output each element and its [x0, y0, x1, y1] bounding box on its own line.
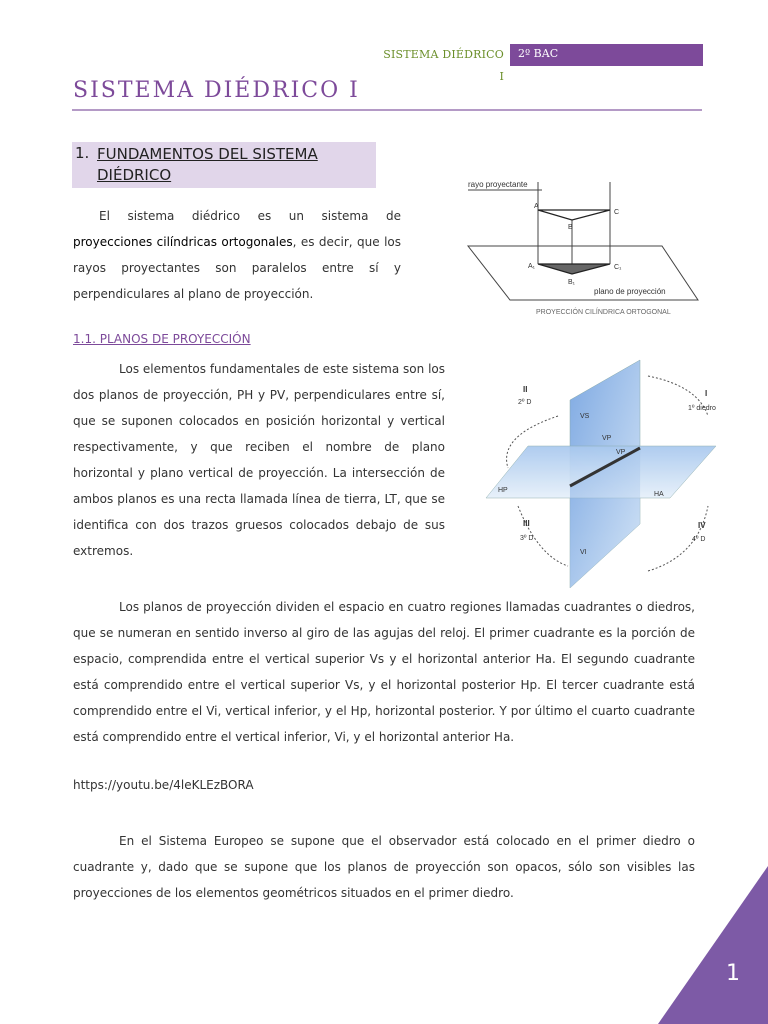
- q3-roman: III: [523, 519, 530, 528]
- european-system-paragraph: En el Sistema Europeo se supone que el observador está colocado en el primer diedro o cuadrante y, dado que se supone que los planos de proyección son opacos, sólo son visibles las proyecciones de los elementos geométricos situados en el primer diedro.: [73, 834, 695, 900]
- label-hp: HP: [498, 487, 508, 494]
- q1-roman: I: [705, 389, 708, 398]
- label-vi: VI: [580, 549, 587, 556]
- label-ray: rayo proyectante: [468, 180, 528, 189]
- figure-caption: PROYECCIÓN CILÍNDRICA ORTOGONAL: [536, 309, 671, 316]
- label-plane: plano de proyección: [594, 287, 666, 296]
- q1-label: 1º diedro: [688, 405, 716, 412]
- label-vp-lt: VP: [616, 449, 626, 456]
- label-ha: HA: [654, 491, 664, 498]
- q2-roman: II: [523, 385, 528, 394]
- video-link[interactable]: https://youtu.be/4leKLEzBORA: [73, 778, 254, 792]
- label-vp: VP: [602, 435, 612, 442]
- subsection-title: 1.1. PLANOS DE PROYECCIÓN: [73, 332, 251, 346]
- q3-label: 3º D: [520, 535, 534, 542]
- label-vs: VS: [580, 413, 590, 420]
- label-a: A: [534, 203, 539, 210]
- intro-text-a: El sistema diédrico es un sistema de: [99, 209, 401, 223]
- section-number: 1.: [75, 144, 90, 162]
- q4-roman: IV: [698, 521, 706, 530]
- triangle-abc: [538, 210, 610, 220]
- intro-text-highlight: proyecciones cilíndricas ortogonales: [73, 235, 293, 249]
- triangle-projected: [538, 264, 610, 274]
- label-b1: B₁: [568, 279, 576, 286]
- planes-paragraph: Los elementos fundamentales de este sistema son los dos planos de proyección, PH y PV, perpendiculares entre sí, que se suponen colocados en posición horizontal y vertical respectivamente, y que reciben el nombre de plano horizontal y plano vertical de proyección. La intersección de ambos planos es una recta llamada línea de tierra, LT, que se identifica con dos trazos gruesos colocados debajo de sus extremos.: [73, 362, 445, 558]
- intro-paragraph: [73, 203, 401, 307]
- q2-label: 2º D: [518, 399, 532, 406]
- header-course: 2º BAC: [510, 44, 703, 66]
- page-corner-decoration: [658, 866, 768, 1024]
- header-chapter: SISTEMA DIÉDRICO I: [383, 48, 504, 83]
- section-title: FUNDAMENTOS DEL SISTEMA DIÉDRICO: [97, 145, 318, 184]
- quadrants-paragraph: Los planos de proyección dividen el espacio en cuatro regiones llamadas cuadrantes o diedros, que se numeran en sentido inverso al giro de las agujas del reloj. El primer cuadrante es la porción de espacio, comprendida entre el vertical superior Vs y el horizontal anterior Ha. El segundo cuadrante está comprendido entre el vertical superior Vs, y el horizontal posterior Hp. El tercer cuadrante está comprendido entre el Vi, vertical inferior, y el Hp, horizontal posterior. Y por último el cuarto cuadrante está comprendido entre el vertical inferior, Vi, y el horizontal anterior Ha.: [73, 600, 695, 744]
- label-c1: C₁: [614, 264, 622, 271]
- label-c: C: [614, 209, 620, 216]
- page-number: 1: [726, 961, 740, 986]
- corner-triangle: [658, 866, 768, 1024]
- projection-figure: [462, 174, 702, 324]
- label-a1: A₁: [528, 263, 536, 270]
- title-divider: [72, 109, 702, 111]
- q4-label: 4º D: [692, 536, 706, 543]
- page-title: SISTEMA DIÉDRICO I: [73, 78, 360, 103]
- quadrants-figure: [458, 356, 744, 592]
- label-b: B: [568, 224, 573, 231]
- intro-text-c: , es decir, que los rayos proyectantes son paralelos entre sí y perpendiculares al plano de proyección.: [73, 235, 402, 301]
